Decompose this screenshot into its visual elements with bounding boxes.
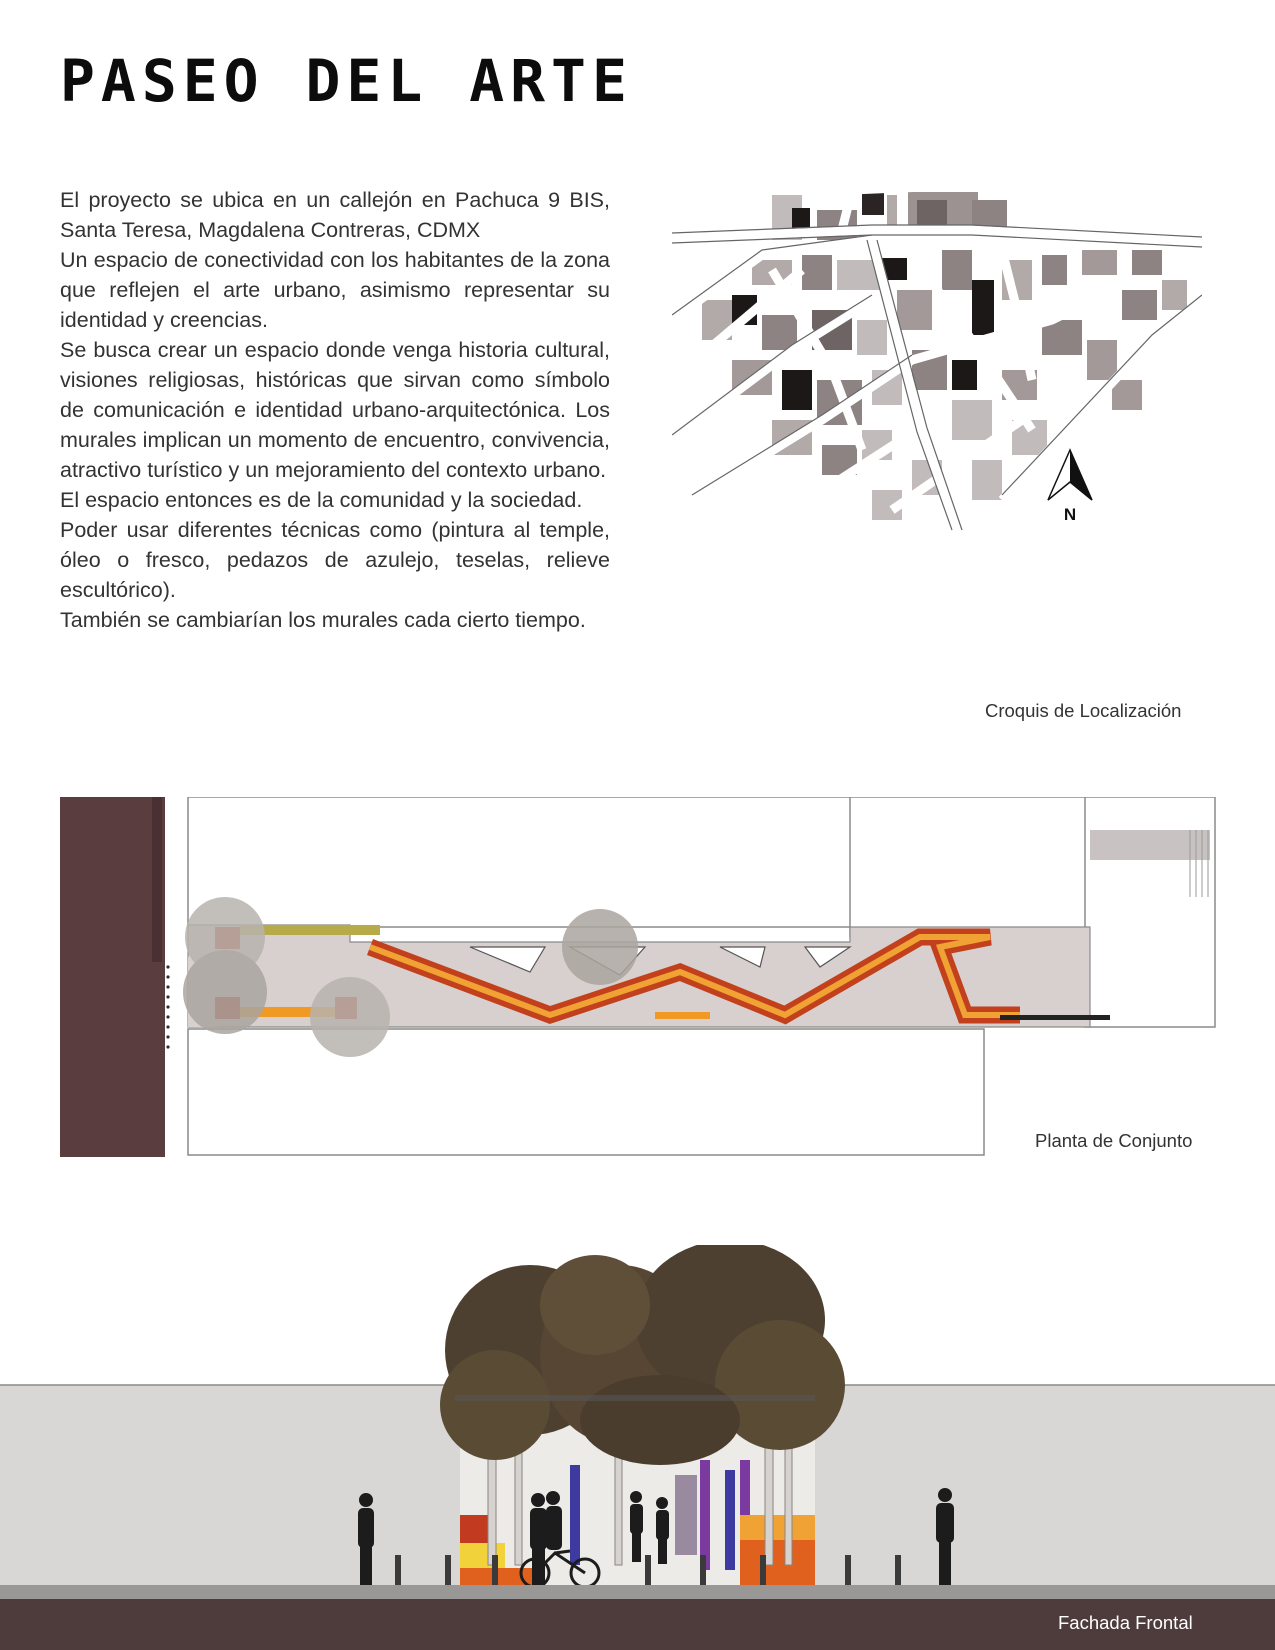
street-band [60,797,165,1157]
left-wall [0,1385,460,1585]
project-description [60,185,610,635]
location-map-caption: Croquis de Localización [985,700,1182,721]
north-label: N [1063,505,1077,524]
location-map-drawing [672,170,1202,550]
mural-block-right [740,1540,815,1585]
front-facade-drawing [0,1245,1275,1650]
tree-canopy [440,1245,845,1465]
right-wall [815,1385,1275,1585]
paragraph-techniques: Poder usar diferentes técnicas como (pintura al temple, óleo o fresco, pedazos de azulejo, teselas, relieve escultórico). [60,518,610,602]
site-plan-drawing [60,797,1220,1161]
paragraph-purpose: Se busca crear un espacio donde venga historia cultural, visiones religiosas, históricas que sirvan como símbolo de comunicación e identidad urbano-arquitectónica. Los murales implican un momento de encuentro, convivencia, atractivo turístico y un mejoramiento del contexto urbano. [60,338,610,482]
paragraph-community: El espacio entonces es de la comunidad y la sociedad. [60,488,583,512]
location-map [672,170,1202,550]
site-plan [60,797,1220,1161]
paragraph-connectivity: Un espacio de conectividad con los habitantes de la zona que reflejen el arte urbano, asimismo representar su identidad y creencias. [60,248,610,332]
sidewalk [0,1585,1275,1599]
front-facade [0,1245,1275,1650]
front-facade-caption: Fachada Frontal [1058,1612,1193,1633]
north-arrow-icon [1048,450,1092,500]
paragraph-location: El proyecto se ubica en un callejón en Pachuca 9 BIS, Santa Teresa, Magdalena Contreras, CDMX [60,188,610,242]
site-plan-caption: Planta de Conjunto [1035,1130,1193,1151]
paragraph-rotation: También se cambiarían los murales cada cierto tiempo. [60,608,586,632]
streets [672,185,1202,530]
page-title: PASEO DEL ARTE [60,47,633,115]
mural-block-left [460,1568,540,1585]
